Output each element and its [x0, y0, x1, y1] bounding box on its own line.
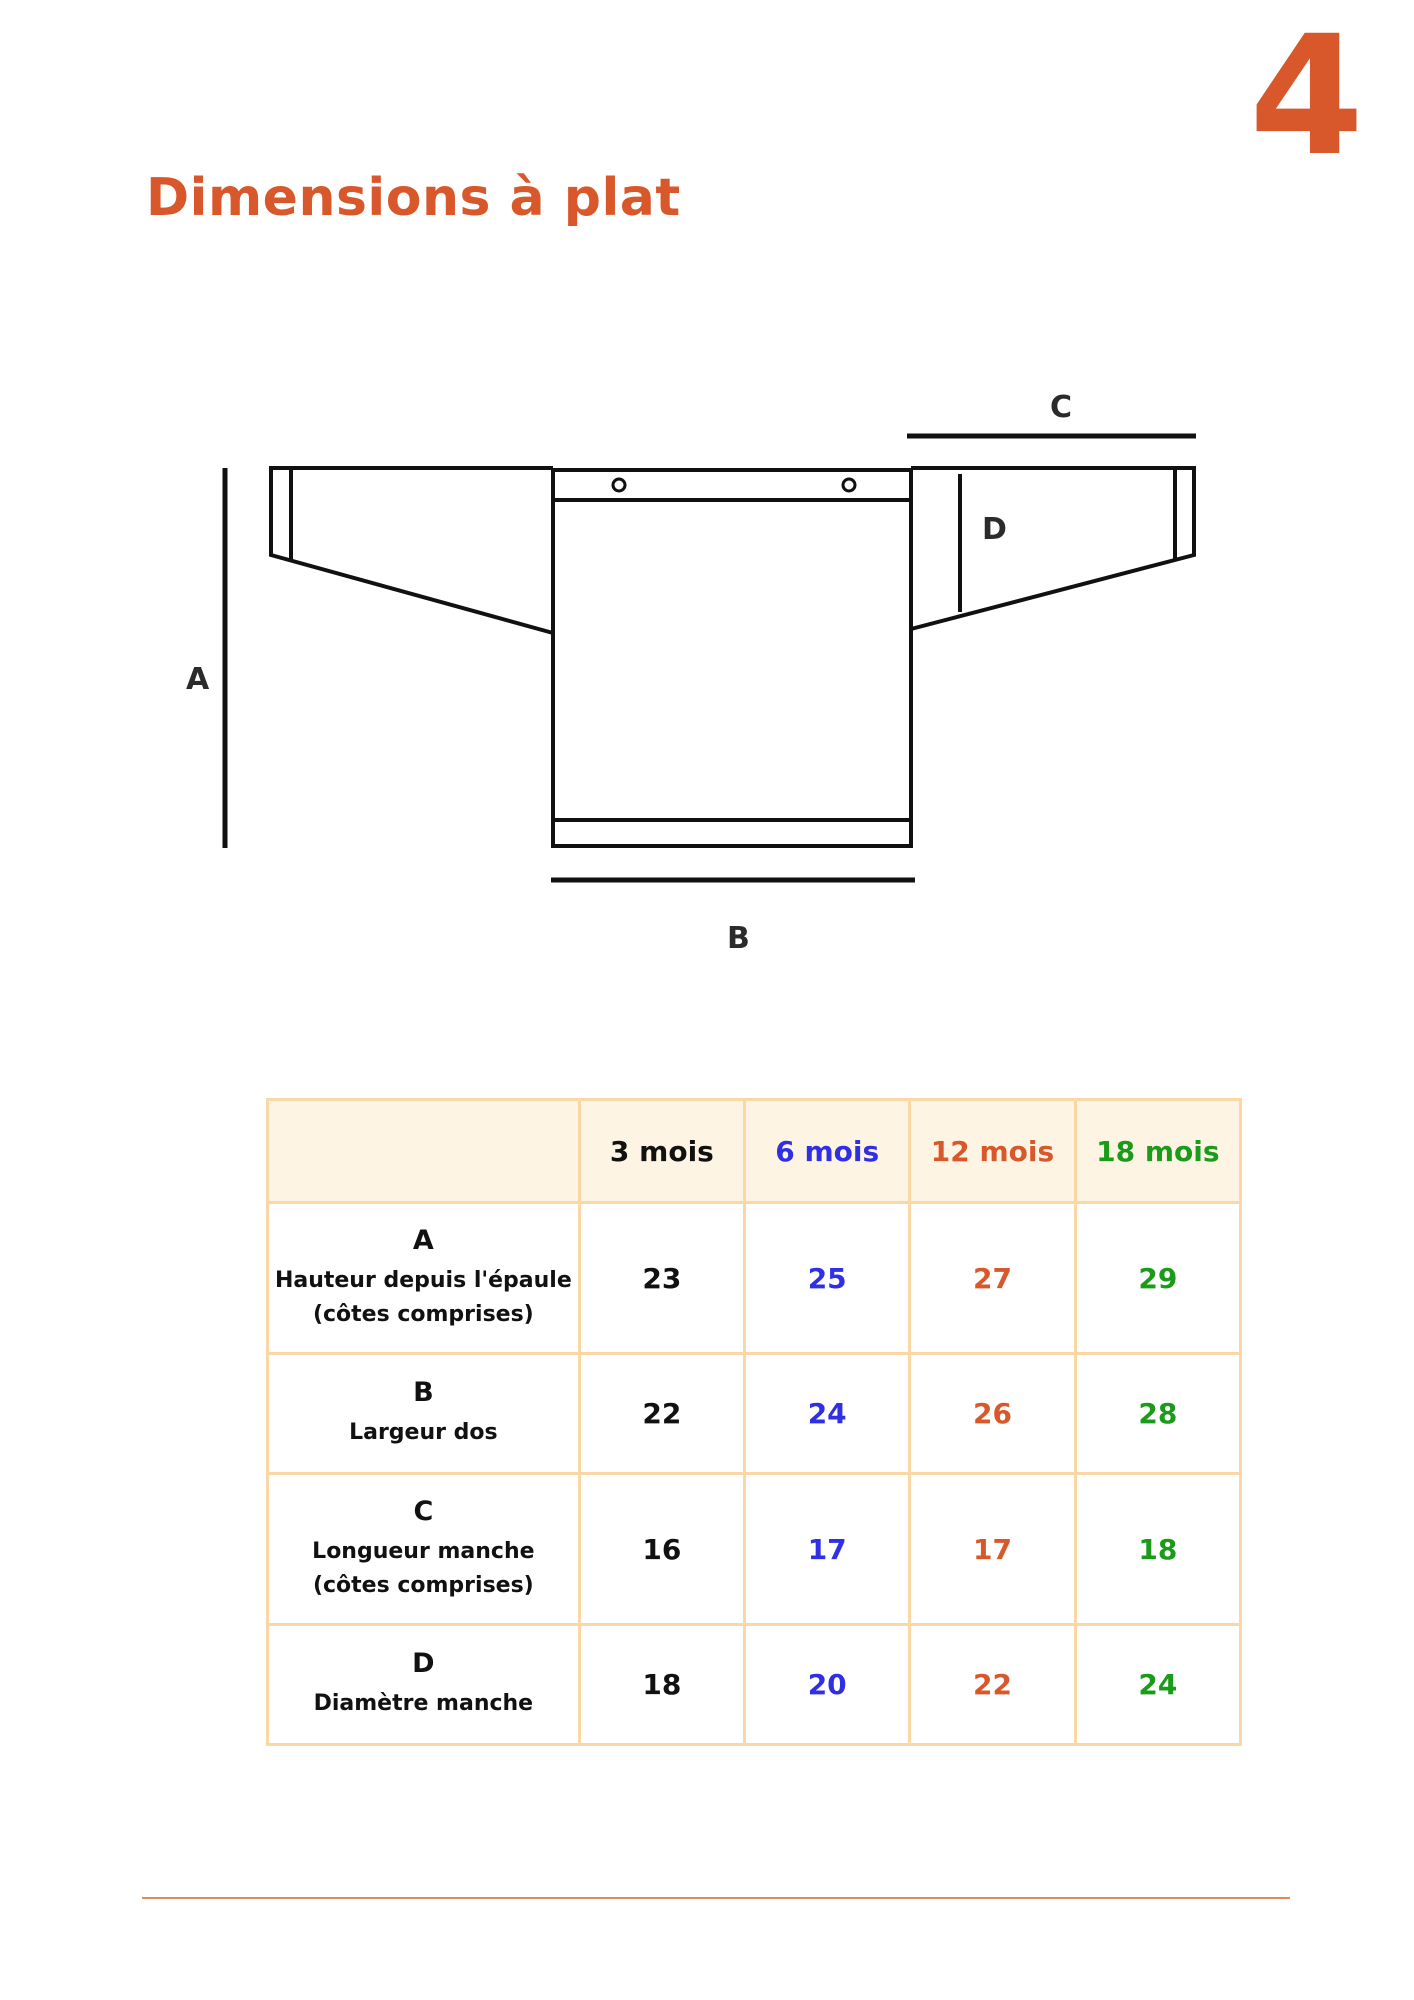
table-header-row — [268, 1100, 1241, 1203]
value-cell: 17 — [910, 1474, 1075, 1625]
row-description-secondary: (côtes comprises) — [312, 1301, 534, 1327]
value-cell: 26 — [910, 1354, 1075, 1474]
value-cell: 17 — [745, 1474, 910, 1625]
right-sleeve-outline — [911, 468, 1194, 629]
value-cell: 22 — [910, 1625, 1075, 1745]
value-cell: 16 — [579, 1474, 744, 1625]
table-header-18-mois: 18 mois — [1075, 1100, 1240, 1203]
dimension-label-d: D — [982, 512, 1007, 547]
garment-diagram — [0, 0, 1414, 980]
table-header-3-mois: 3 mois — [579, 1100, 744, 1203]
row-letter: C — [413, 1495, 434, 1527]
row-letter: D — [412, 1648, 435, 1679]
row-label-cell — [268, 1354, 580, 1474]
row-letter: B — [413, 1377, 434, 1408]
left-sleeve-outline — [271, 468, 553, 633]
value-cell: 28 — [1075, 1354, 1240, 1474]
row-label-cell — [268, 1625, 580, 1745]
row-letter: A — [412, 1224, 434, 1256]
dimensions-table — [266, 1098, 1242, 1746]
value-cell: 18 — [579, 1625, 744, 1745]
value-cell: 22 — [579, 1354, 744, 1474]
row-label-cell — [268, 1203, 580, 1354]
row-description: Hauteur depuis l'épaule — [274, 1267, 572, 1293]
value-cell: 24 — [1075, 1625, 1240, 1745]
value-cell: 25 — [745, 1203, 910, 1354]
value-cell: 24 — [745, 1354, 910, 1474]
dimension-label-a: A — [186, 662, 210, 697]
value-cell: 23 — [579, 1203, 744, 1354]
value-cell: 27 — [910, 1203, 1075, 1354]
value-cell: 20 — [745, 1625, 910, 1745]
row-description: Diamètre manche — [313, 1691, 534, 1716]
row-label-cell — [268, 1474, 580, 1625]
table-row — [268, 1354, 1241, 1474]
page-number: 4 — [1249, 0, 1364, 192]
dimension-label-b: B — [727, 921, 750, 956]
row-description: Longueur manche — [312, 1538, 535, 1564]
table-header-6-mois: 6 mois — [745, 1100, 910, 1203]
value-cell: 18 — [1075, 1474, 1240, 1625]
row-description-secondary: (côtes comprises) — [312, 1572, 534, 1598]
page-title: Dimensions à plat — [146, 168, 681, 228]
table-header-12-mois: 12 mois — [910, 1100, 1075, 1203]
table-row — [268, 1474, 1241, 1625]
table-row — [268, 1203, 1241, 1354]
button-left — [613, 479, 625, 491]
row-description: Largeur dos — [349, 1420, 498, 1445]
dimension-label-c: C — [1050, 390, 1073, 425]
table-row — [268, 1625, 1241, 1745]
body-outline — [553, 470, 911, 846]
button-right — [843, 479, 855, 491]
footer-divider — [142, 1897, 1290, 1899]
value-cell: 29 — [1075, 1203, 1240, 1354]
table-header-empty — [268, 1100, 580, 1203]
